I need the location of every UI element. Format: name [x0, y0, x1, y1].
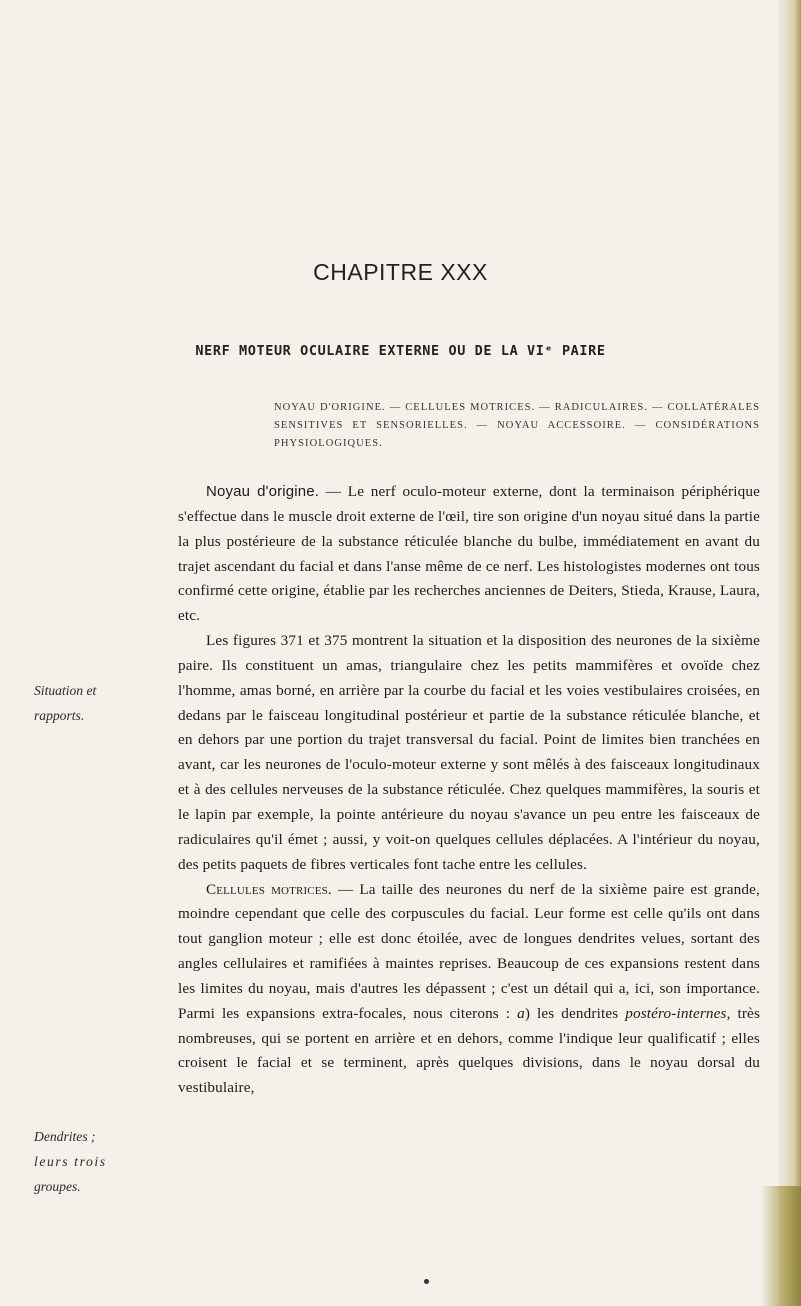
paragraph-lead: Cellules motrices.: [206, 880, 332, 898]
paragraph-noyau: [178, 480, 760, 629]
margin-note-dendrites: [34, 1124, 146, 1199]
margin-note-line: leurs trois: [34, 1154, 107, 1169]
paragraph-text: — La taille des neurones du nerf de la sixième paire est grande, moindre cependant que celle des corpuscules du facial. Leur forme est celle qu'ils ont dans tout ganglion moteur ; elle est donc étoilée, avec de longues dendrites velues, sortant des angles cellulaires et ramifiées à maintes reprises. Beaucoup de ces expansions restent dans les limites du noyau, mais d'autres les dépassent ; c'est un détail qui a, ici, son importance. Parmi les expansions extra-focales, nous citerons :: [178, 880, 761, 1022]
paragraph-situation: [178, 629, 760, 877]
section-title: NERF MOTEUR OCULAIRE EXTERNE OU DE LA VIᵉ PAIRE: [195, 343, 606, 359]
margin-note-line: Situation et: [34, 683, 97, 698]
paragraph-text: — Le nerf oculo-moteur externe, dont la terminaison périphérique s'effectue dans le muscle droit externe de l'œil, tire son origine d'un noyau situé dans la partie la plus postérieure de la substance réticulée blanche du bulbe, immédiatement en avant du trajet ascendant du facial et dans l'anse même de ce nerf. Les histologistes modernes ont tous confirmé cette origine, établie par les recherches anciennes de Deiters, Stieda, Krause, Laura, etc.: [178, 483, 760, 625]
paragraph-text: , très nombreuses, qui se portent en arrière et en dehors, comme l'indique leur qualificatif ; elles croisent le facial et se terminent, après quelques divisions, dans le noyau dorsal du vestibulaire,: [178, 1004, 760, 1097]
page-edge-shadow: [779, 0, 801, 1306]
enumeration-letter: a: [517, 1004, 525, 1022]
body-text: [178, 480, 760, 1101]
paragraph-text: ) les dendrites: [524, 1004, 626, 1022]
page-corner-stain: [761, 1186, 801, 1306]
ink-speck: [424, 1279, 429, 1284]
italic-term: postéro-internes: [625, 1004, 727, 1022]
margin-note-situation: [34, 678, 146, 728]
margin-note-line: rapports.: [34, 708, 85, 723]
paragraph-lead: Noyau d'origine.: [206, 483, 320, 500]
margin-note-line: groupes.: [34, 1179, 81, 1194]
margin-note-line: Dendrites ;: [34, 1129, 96, 1144]
chapter-summary: NOYAU D'ORIGINE. — CELLULES MOTRICES. — RADICULAIRES. — COLLATÉRALES SENSITIVES ET SENSORIELLES. — NOYAU ACCESSOIRE. — CONSIDÉRATIONS PHYSIOLOGIQUES.: [274, 402, 760, 449]
paragraph-text: Les figures 371 et 375 montrent la situation et la disposition des neurones de la sixième paire. Ils constituent un amas, triangulaire chez les petits mammifères et ovoïde chez l'homme, amas borné, en arrière par la courbe du facial et les voies vestibulaires croisées, en dedans par le faisceau longitudinal postérieur et partie de la substance réticulée blanche, et en dehors par une portion du trajet transversal du facial. Point de limites bien tranchées en avant, car les neurones de l'oculo-moteur externe y sont mêlés à des faisceaux longitudinaux et à des cellules nerveuses de la substance réticulée. Chez quelques mammifères, la souris et le lapin par exemple, la pointe antérieure du noyau s'avance un peu entre les faisceaux de radiculaires qu'il émet ; aussi, y voit-on quelques cellules déplacées. A l'intérieur du noyau, des petits paquets de fibres verticales font tache entre les cellules.: [178, 632, 760, 873]
paragraph-cellules: [178, 878, 760, 1102]
chapter-heading: CHAPITRE XXX: [313, 259, 488, 285]
